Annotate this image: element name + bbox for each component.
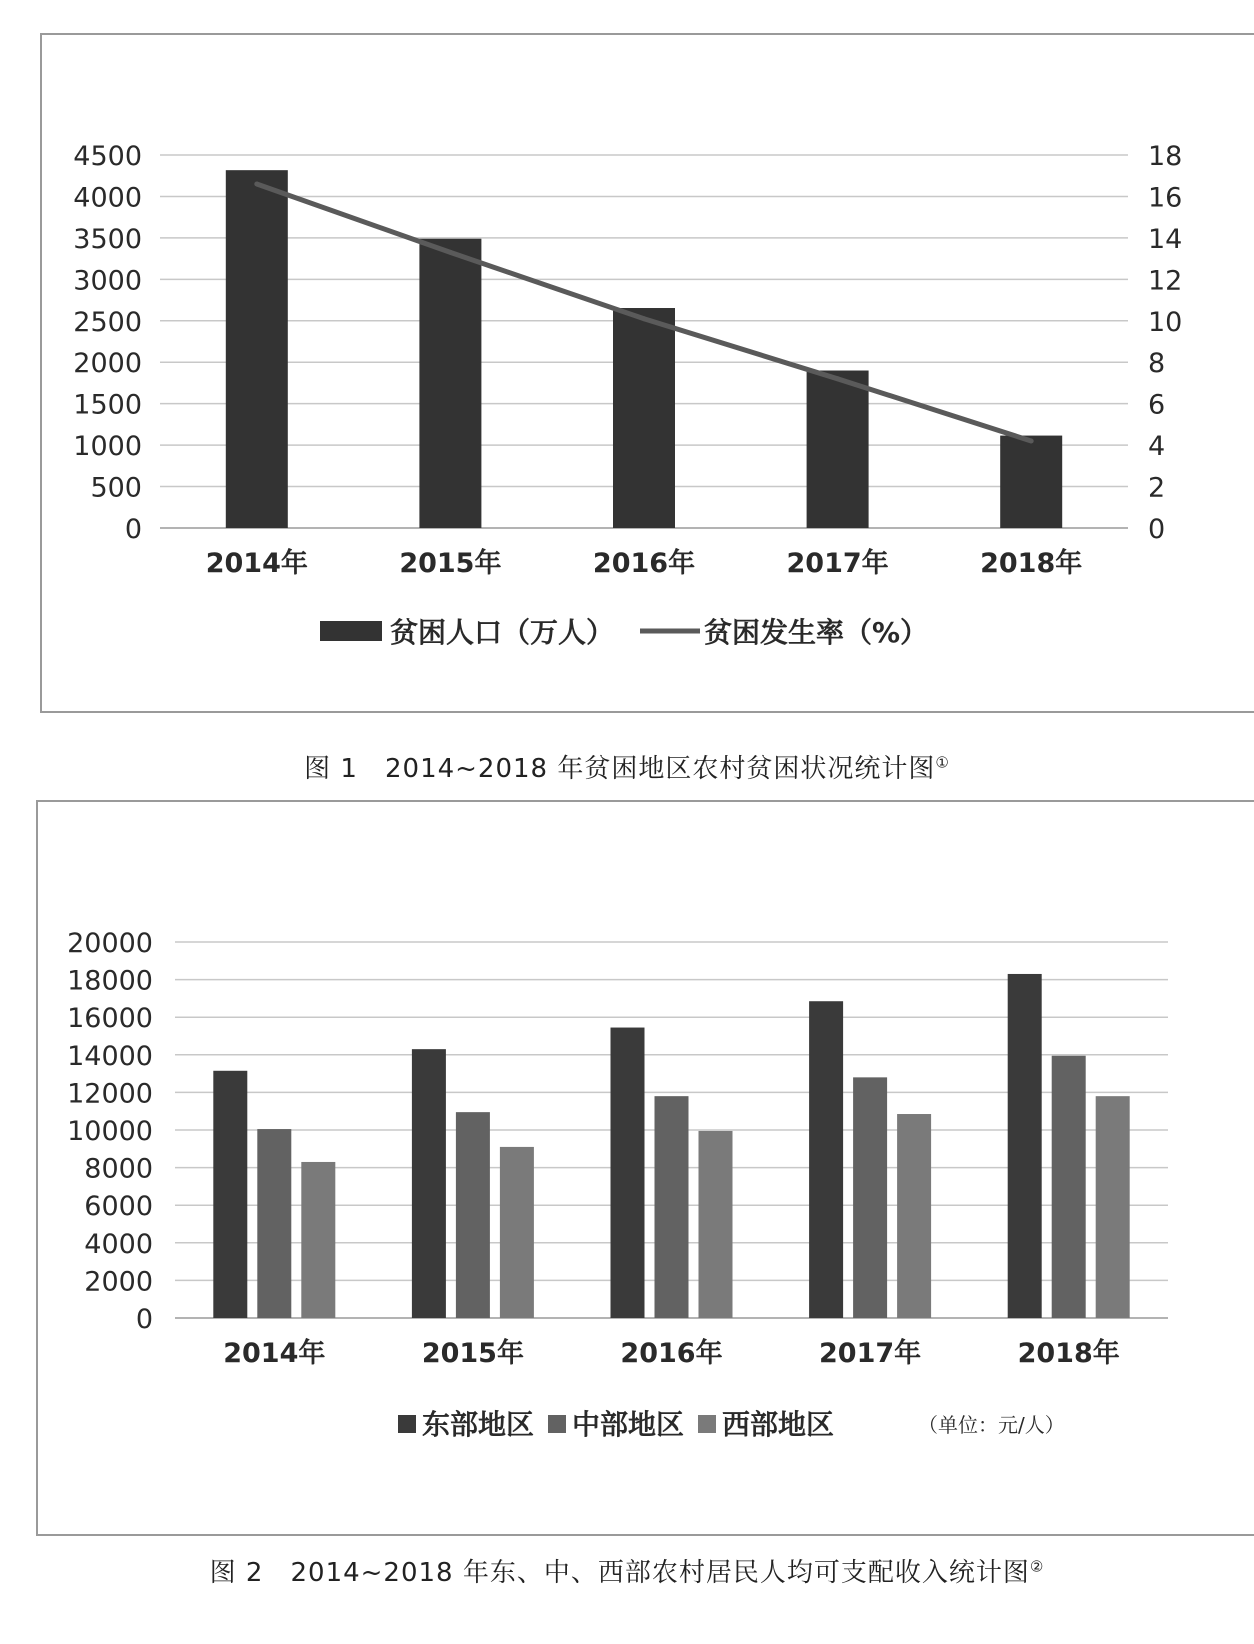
chart2-caption-text: 图 2 2014~2018 年东、中、西部农村居民人均可支配收入统计图	[209, 1558, 1030, 1588]
legend-label-bar: 贫困人口（万人）	[390, 616, 615, 649]
y-tick-label: 1000	[73, 431, 142, 463]
y-tick-label: 1500	[73, 389, 142, 421]
y2-tick-label: 10	[1148, 306, 1183, 338]
bar-east	[412, 1049, 446, 1318]
bar-west	[301, 1162, 335, 1318]
y-tick-label: 20000	[67, 928, 153, 959]
x-tick-label: 2017年	[819, 1338, 922, 1369]
y-tick-label: 2000	[84, 1266, 153, 1298]
x-tick-label: 2016年	[620, 1338, 723, 1369]
bar-west	[1096, 1096, 1130, 1318]
y2-tick-label: 14	[1148, 223, 1183, 255]
y-tick-label: 2500	[73, 306, 142, 338]
x-tick-label: 2015年	[421, 1338, 524, 1369]
x-tick-label: 2014年	[205, 548, 308, 579]
bar-central	[1052, 1056, 1086, 1318]
y-tick-label: 4000	[73, 182, 142, 214]
y-tick-label: 500	[90, 472, 142, 504]
chart1-caption-text: 图 1 2014~2018 年贫困地区农村贫困状况统计图	[304, 754, 936, 784]
y2-tick-label: 8	[1148, 348, 1166, 380]
y-tick-label: 2000	[73, 348, 142, 380]
y2-tick-label: 2	[1148, 472, 1166, 504]
chart2-caption-note: ②	[1029, 1557, 1045, 1576]
y-tick-label: 12000	[67, 1078, 153, 1110]
y-tick-label: 6000	[84, 1191, 153, 1223]
y-tick-label: 3500	[73, 223, 142, 255]
legend-label-central: 中部地区	[572, 1408, 685, 1441]
y-tick-label: 18000	[67, 965, 153, 997]
bar-west	[699, 1131, 733, 1318]
y2-tick-label: 18	[1148, 141, 1183, 172]
bar-central	[456, 1112, 490, 1318]
x-tick-label: 2018年	[1017, 1338, 1120, 1369]
bar-central	[257, 1129, 291, 1318]
legend-label-west: 西部地区	[722, 1408, 835, 1441]
legend-swatch-central	[548, 1415, 566, 1433]
y2-tick-label: 4	[1148, 431, 1166, 463]
legend-label-line: 贫困发生率（%）	[704, 616, 929, 649]
unit-label: （单位：元/人）	[918, 1413, 1065, 1437]
x-tick-label: 2018年	[980, 548, 1083, 579]
bar-central	[655, 1096, 689, 1318]
y-tick-label: 0	[124, 514, 142, 545]
chart2-caption	[0, 1552, 1254, 1589]
y-tick-label: 8000	[84, 1153, 153, 1185]
legend-swatch-west	[698, 1415, 716, 1433]
y-tick-label: 0	[135, 1304, 153, 1335]
legend-label-east: 东部地区	[422, 1408, 535, 1441]
chart1-caption-note: ①	[935, 753, 950, 772]
legend-swatch-east	[398, 1415, 416, 1433]
y-tick-label: 14000	[67, 1040, 153, 1072]
bar-east	[213, 1071, 247, 1318]
y-tick-label: 4500	[73, 141, 142, 172]
y2-tick-label: 6	[1148, 389, 1166, 421]
bar-west	[500, 1147, 534, 1318]
bar-west	[897, 1114, 931, 1318]
y-tick-label: 10000	[67, 1116, 153, 1147]
bar-east	[809, 1001, 843, 1318]
y2-tick-label: 12	[1148, 265, 1183, 297]
y2-tick-label: 16	[1148, 182, 1183, 214]
bar-central	[853, 1077, 887, 1318]
bar-east	[611, 1028, 645, 1318]
y-tick-label: 16000	[67, 1003, 153, 1035]
y-tick-label: 4000	[84, 1228, 153, 1260]
y2-tick-label: 0	[1148, 514, 1166, 545]
x-tick-label: 2014年	[223, 1338, 326, 1369]
x-tick-label: 2016年	[592, 548, 696, 579]
bar-east	[1008, 974, 1042, 1318]
x-tick-label: 2017年	[786, 548, 889, 579]
x-tick-label: 2015年	[399, 548, 502, 579]
y-tick-label: 3000	[73, 265, 142, 297]
